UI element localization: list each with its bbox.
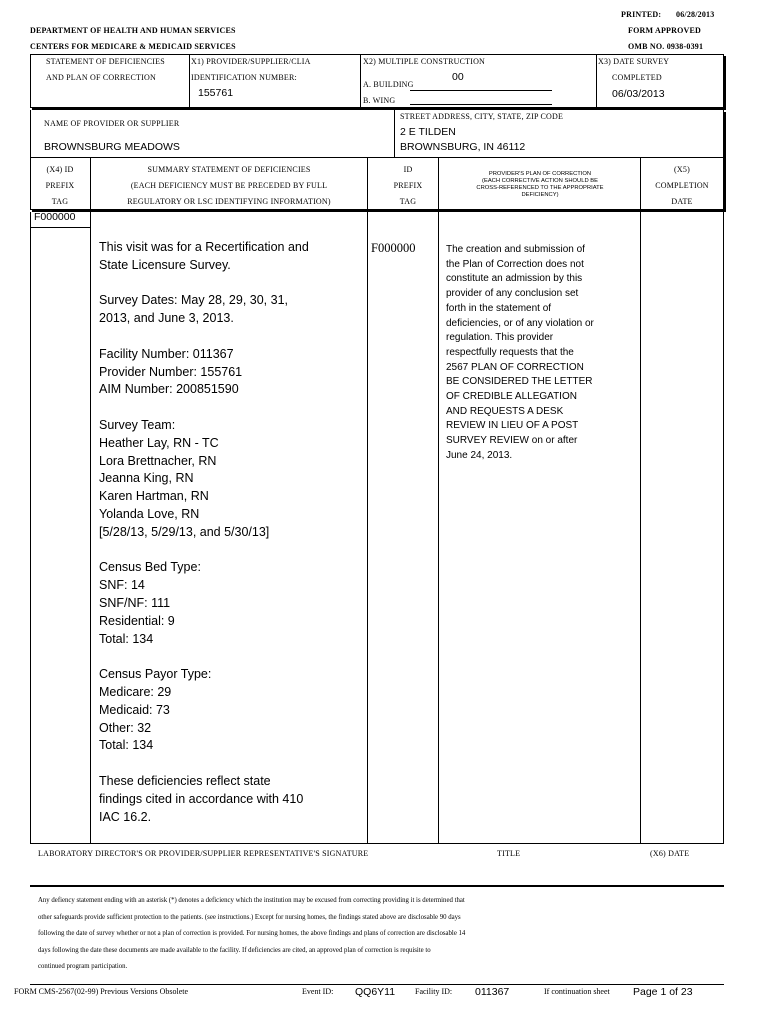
left-tag: F000000 bbox=[34, 211, 76, 223]
summary-line: Survey Dates: May 28, 29, 30, 31, bbox=[99, 293, 288, 308]
summary-line bbox=[99, 399, 364, 417]
event-id-label: Event ID: bbox=[302, 987, 334, 996]
summary-line: IAC 16.2. bbox=[99, 809, 152, 824]
poc-line: the Plan of Correction does not bbox=[446, 258, 584, 270]
summary-line: [5/28/13, 5/29/13, and 5/30/13] bbox=[99, 524, 270, 539]
cms-title: CENTERS FOR MEDICARE & MEDICAID SERVICES bbox=[30, 42, 236, 51]
x4-header-1: (X4) ID bbox=[46, 165, 74, 174]
facility-id-value: 011367 bbox=[475, 986, 510, 998]
x2-label: X2) MULTIPLE CONSTRUCTION bbox=[363, 57, 486, 66]
x1-label-1: X1) PROVIDER/SUPPLIER/CLIA bbox=[191, 57, 311, 66]
x1-label-2: IDENTIFICATION NUMBER: bbox=[191, 73, 297, 82]
summary-line: Total: 134 bbox=[99, 631, 154, 646]
summary-line: Medicare: 29 bbox=[99, 684, 172, 699]
form-number: FORM CMS-2567(02-99) Previous Versions Obsolete bbox=[14, 987, 189, 996]
x3-label-2: COMPLETED bbox=[612, 73, 662, 82]
x4-header-2: PREFIX bbox=[45, 181, 75, 190]
poc-line: forth in the statement of bbox=[446, 302, 552, 314]
poc-line: OF CREDIBLE ALLEGATION bbox=[446, 391, 577, 403]
summary-line: These deficiencies reflect state bbox=[99, 773, 271, 788]
summary-line: Karen Hartman, RN bbox=[99, 489, 209, 504]
poc-line: 2567 PLAN OF CORRECTION bbox=[446, 361, 584, 373]
summary-line: Provider Number: 155761 bbox=[99, 364, 243, 379]
footnote-line: following the date of survey whether or not a plan of correction is provided. For nursing homes, the above findings and plans of correction are disclosable 14 bbox=[38, 930, 466, 937]
id-header-1: ID bbox=[403, 165, 413, 174]
summary-line: This visit was for a Recertification and bbox=[99, 240, 309, 254]
x5-header-3: DATE bbox=[671, 197, 693, 206]
summary-line: Residential: 9 bbox=[99, 613, 175, 628]
provider-name-label: NAME OF PROVIDER OR SUPPLIER bbox=[44, 119, 180, 128]
footnote-line: other safeguards provide sufficient protection to the patients. (see instructions.) Except for nursing homes, the findings stated above are disclosable 90 days bbox=[38, 913, 461, 921]
summary-line: Jeanna King, RN bbox=[99, 471, 194, 486]
omb-number: OMB NO. 0938-0391 bbox=[628, 42, 704, 51]
right-tag: F000000 bbox=[371, 241, 416, 255]
continuation-label: If continuation sheet bbox=[544, 987, 610, 996]
x4-header-3: TAG bbox=[51, 197, 69, 206]
summary-line: AIM Number: 200851590 bbox=[99, 382, 239, 397]
summary-header-2: (EACH DEFICIENCY MUST BE PRECEDED BY FULL bbox=[130, 181, 328, 190]
page-number: Page 1 of 23 bbox=[633, 986, 693, 998]
poc-header-4: DEFICIENCY) bbox=[521, 192, 559, 198]
summary-line: State Licensure Survey. bbox=[99, 257, 231, 272]
x3-label-1: X3) DATE SURVEY bbox=[598, 57, 670, 66]
poc-line: deficiencies, or of any violation or bbox=[446, 317, 594, 329]
footnote-line: Any defiency statement ending with an asterisk (*) denotes a deficiency which the institution may be excused from correcting providing it is determined that bbox=[38, 897, 465, 904]
summary-line: Other: 32 bbox=[99, 720, 152, 735]
poc-line: constitute an admission by this bbox=[446, 273, 583, 285]
summary-line: Lora Brettnacher, RN bbox=[99, 453, 217, 468]
department-title: DEPARTMENT OF HEALTH AND HUMAN SERVICES bbox=[30, 26, 236, 35]
summary-line: SNF/NF: 111 bbox=[99, 595, 171, 610]
summary-line: Facility Number: 011367 bbox=[99, 346, 234, 361]
poc-line: BE CONSIDERED THE LETTER bbox=[446, 376, 593, 388]
plan-of-correction bbox=[446, 243, 636, 464]
poc-header-2: (EACH CORRECTIVE ACTION SHOULD BE bbox=[482, 178, 598, 184]
poc-line: provider of any conclusion set bbox=[446, 288, 579, 300]
disclosure-footnote bbox=[38, 893, 718, 976]
summary-line: Total: 134 bbox=[99, 738, 154, 753]
statement-label-2: AND PLAN OF CORRECTION bbox=[46, 73, 156, 82]
signature-label: LABORATORY DIRECTOR'S OR PROVIDER/SUPPLIER REPRESENTATIVE'S SIGNATURE bbox=[38, 849, 369, 858]
summary-header-1: SUMMARY STATEMENT OF DEFICIENCIES bbox=[147, 165, 311, 174]
summary-line bbox=[99, 542, 364, 560]
summary-line: findings cited in accordance with 410 bbox=[99, 791, 304, 806]
poc-header-3: CROSS-REFERENCED TO THE APPROPRIATE bbox=[476, 185, 604, 191]
address-line-1: 2 E TILDEN bbox=[400, 126, 456, 138]
summary-line bbox=[99, 648, 364, 666]
summary-header-3: REGULATORY OR LSC IDENTIFYING INFORMATION) bbox=[127, 197, 331, 206]
wing-label: B. WING bbox=[363, 96, 396, 105]
summary-line bbox=[99, 755, 364, 773]
poc-header-1: PROVIDER'S PLAN OF CORRECTION bbox=[488, 171, 592, 177]
statement-label-1: STATEMENT OF DEFICIENCIES bbox=[46, 57, 165, 66]
summary-line: Medicaid: 73 bbox=[99, 702, 170, 717]
event-id-value: QQ6Y11 bbox=[355, 986, 396, 998]
id-header-3: TAG bbox=[399, 197, 417, 206]
address-label: STREET ADDRESS, CITY, STATE, ZIP CODE bbox=[400, 112, 564, 121]
poc-line: respectfully requests that the bbox=[446, 346, 574, 358]
building-value: 00 bbox=[452, 71, 464, 83]
footnote-line: days following the date these documents are made available to the facility. If deficiencies are cited, an approved plan of correction is requisite to bbox=[38, 946, 431, 954]
summary-statement bbox=[99, 239, 364, 826]
poc-line: REVIEW IN LIEU OF A POST bbox=[446, 420, 579, 432]
summary-line: Census Payor Type: bbox=[99, 667, 212, 682]
poc-line: regulation. This provider bbox=[446, 332, 554, 344]
summary-line bbox=[99, 328, 364, 346]
printed-label: PRINTED: bbox=[621, 10, 662, 19]
poc-line: SURVEY REVIEW on or after bbox=[446, 435, 578, 447]
summary-line: SNF: 14 bbox=[99, 578, 145, 593]
address-line-2: BROWNSBURG, IN 46112 bbox=[400, 141, 526, 153]
summary-line: Survey Team: bbox=[99, 417, 176, 432]
survey-date-value: 06/03/2013 bbox=[612, 88, 665, 100]
footnote-line: continued program participation. bbox=[38, 963, 128, 970]
poc-line: The creation and submission of bbox=[446, 244, 585, 255]
form-approved: FORM APPROVED bbox=[628, 26, 702, 35]
title-label: TITLE bbox=[497, 849, 521, 858]
summary-line: Census Bed Type: bbox=[99, 560, 201, 575]
facility-id-label: Facility ID: bbox=[415, 987, 453, 996]
poc-line: AND REQUESTS A DESK bbox=[446, 405, 564, 417]
summary-line: Heather Lay, RN - TC bbox=[99, 435, 219, 450]
x5-header-2: COMPLETION bbox=[655, 181, 709, 190]
provider-name-value: BROWNSBURG MEADOWS bbox=[44, 141, 180, 153]
building-label: A. BUILDING bbox=[363, 80, 414, 89]
id-header-2: PREFIX bbox=[393, 181, 423, 190]
summary-line: 2013, and June 3, 2013. bbox=[99, 311, 234, 326]
printed-date: 06/28/2013 bbox=[676, 10, 715, 19]
summary-line bbox=[99, 275, 364, 293]
provider-id-value: 155761 bbox=[198, 87, 234, 99]
summary-line: Yolanda Love, RN bbox=[99, 506, 200, 521]
x5-header-1: (X5) bbox=[674, 165, 690, 174]
poc-line: June 24, 2013. bbox=[446, 449, 513, 461]
x6-date-label: (X6) DATE bbox=[650, 849, 690, 858]
